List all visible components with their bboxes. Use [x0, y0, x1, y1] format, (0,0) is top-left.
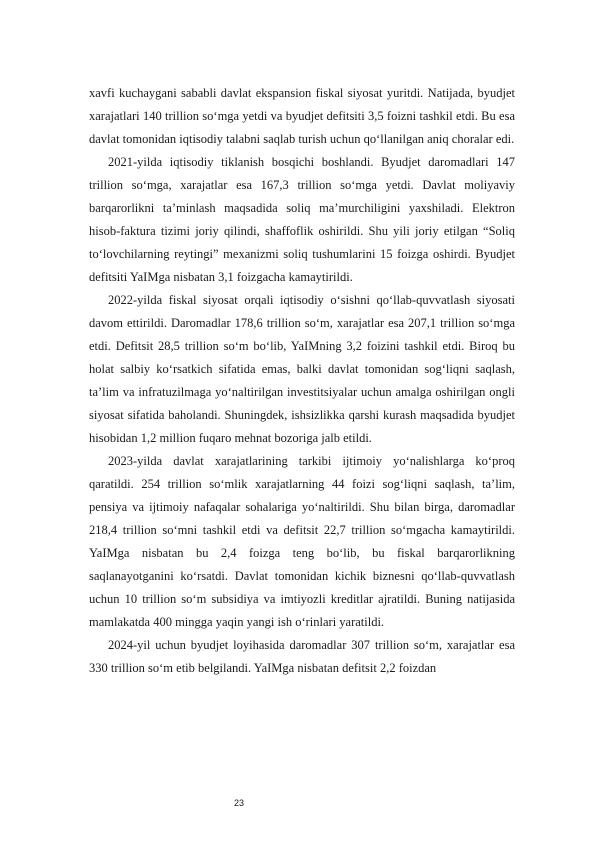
paragraph-continuation: xavfi kuchaygani sababli davlat ekspansion fiskal siyosat yuritdi. Natijada, byudjet xarajatlari 140 trillion so‘mga yetdi va byudjet defitsiti 3,5 foizni tashkil etdi. Bu esa davlat tomonidan iqtisodiy talabni saqlab turish uchun qo‘llanilgan aniq choralar edi.	[89, 86, 515, 146]
paragraph-2024: 2024-yil uchun byudjet loyihasida daromadlar 307 trillion so‘m, xarajatlar esa 330 trillion so‘m etib belgilandi. YaIMga nisbatan defitsit 2,2 foizdan	[89, 638, 515, 675]
page-number: 23	[233, 798, 244, 808]
document-body	[89, 82, 515, 680]
paragraph-2021: 2021-yilda iqtisodiy tiklanish bosqichi boshlandi. Byudjet daromadlari 147 trillion so‘mga, xarajatlar esa 167,3 trillion so‘mga yetdi. Davlat moliyaviy barqarorlikni ta’minlash maqsadida soliq ma’murchiligini yaxshiladi. Elektron hisob-faktura tizimi joriy qilindi, shaffoflik oshirildi. Shu yili joriy etilgan “Soliq to‘lovchilarning reytingi” mexanizmi soliq tushumlarini 15 foizga oshirdi. Byudjet defitsiti YaIMga nisbatan 3,1 foizgacha kamaytirildi.	[89, 155, 515, 284]
paragraph-2022: 2022-yilda fiskal siyosat orqali iqtisodiy o‘sishni qo‘llab-quvvatlash siyosati davom ettirildi. Daromadlar 178,6 trillion so‘m, xarajatlar esa 207,1 trillion so‘mga etdi. Defitsit 28,5 trillion so‘m bo‘lib, YaIMning 3,2 foizini tashkil etdi. Biroq bu holat salbiy ko‘rsatkich sifatida emas, balki davlat tomonidan sog‘liqni saqlash, ta’lim va infratuzilmaga yo‘naltirilgan investitsiyalar uchun amalga oshirilgan ongli siyosat sifatida baholandi. Shuningdek, ishsizlikka qarshi kurash maqsadida byudjet hisobidan 1,2 million fuqaro mehnat bozoriga jalb etildi.	[89, 293, 515, 445]
paragraph-2023: 2023-yilda davlat xarajatlarining tarkibi ijtimoiy yo‘nalishlarga ko‘proq qaratildi. 254 trillion so‘mlik xarajatlarning 44 foizi sog‘liqni saqlash, ta’lim, pensiya va ijtimoiy nafaqalar sohalariga yo‘naltirildi. Shu bilan birga, daromadlar 218,4 trillion so‘mni tashkil etdi va defitsit 22,7 trillion so‘mgacha kamaytirildi. YaIMga nisbatan bu 2,4 foizga teng bo‘lib, bu fiskal barqarorlikning saqlanayotganini ko‘rsatdi. Davlat tomonidan kichik biznesni qo‘llab-quvvatlash uchun 10 trillion so‘m subsidiya va imtiyozli kreditlar ajratildi. Buning natijasida mamlakatda 400 mingga yaqin yangi ish o‘rinlari yaratildi.	[89, 454, 515, 629]
